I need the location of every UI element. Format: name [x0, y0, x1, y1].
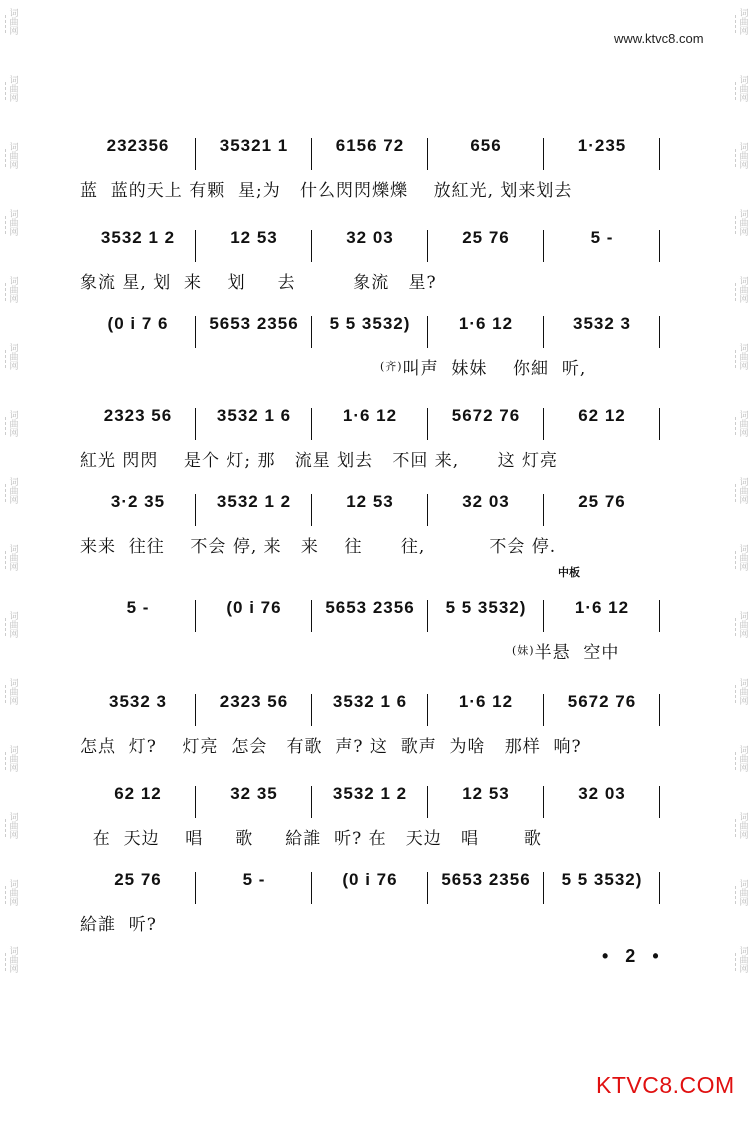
measure: 5672 76 [544, 692, 660, 712]
watermark-mark: 词曲网 [5, 276, 18, 303]
measure: 5 5 3532) [544, 870, 660, 890]
right-watermark-strip [734, 0, 748, 1131]
score-system-3 [80, 306, 660, 390]
measure: 3532 1 6 [312, 692, 428, 712]
measure: 1·6 12 [428, 692, 544, 712]
score-system-9 [80, 862, 660, 946]
lyrics-row: 給誰 听? [80, 914, 157, 935]
watermark-mark: 词曲网 [5, 745, 18, 772]
notation-row [80, 306, 660, 342]
watermark-mark: 词曲网 [735, 276, 748, 303]
watermark-mark: 词曲网 [735, 544, 748, 571]
measure: 1·6 12 [544, 598, 660, 618]
score-system-1 [80, 128, 660, 212]
measure: 6156 72 [312, 136, 428, 156]
watermark-mark: 词曲网 [5, 946, 18, 973]
measure: 5 - [80, 598, 196, 618]
watermark-mark: 词曲网 [5, 477, 18, 504]
measure: 35321 1 [196, 136, 312, 156]
lyrics-row: 象流 星, 划 来 划 去 象流 星? [80, 272, 437, 293]
measure: 1·235 [544, 136, 660, 156]
measure: 3532 3 [80, 692, 196, 712]
measure: 3532 3 [544, 314, 660, 334]
measure: 1·6 12 [428, 314, 544, 334]
watermark-mark: 词曲网 [735, 75, 748, 102]
measure: 12 53 [196, 228, 312, 248]
notation-row [80, 776, 660, 812]
watermark-mark: 词曲网 [735, 946, 748, 973]
lyrics-text: 叫声 妹妹 你細 听, [402, 358, 587, 379]
lyrics-row: 蓝 蓝的天上 有颗 星;为 什么閃閃爍爍 放紅光, 划来划去 [80, 180, 573, 201]
notation-row [80, 590, 660, 626]
lyrics-row: 在 天边 唱 歌 給誰 听? 在 天边 唱 歌 [80, 828, 542, 849]
site-url[interactable]: www.ktvc8.com [614, 31, 704, 46]
lyrics-row: 怎点 灯? 灯亮 怎会 有歌 声? 这 歌声 为啥 那样 响? [80, 736, 582, 757]
measure: 32 03 [312, 228, 428, 248]
watermark-mark: 词曲网 [5, 410, 18, 437]
watermark-mark: 词曲网 [5, 209, 18, 236]
watermark-mark: 词曲网 [5, 544, 18, 571]
measure: 25 76 [578, 492, 626, 511]
watermark-mark: 词曲网 [5, 343, 18, 370]
measure: 2323 56 [80, 406, 196, 426]
score-system-8 [80, 776, 660, 860]
measure: 232356 [80, 136, 196, 156]
watermark-mark: 词曲网 [735, 678, 748, 705]
measure: 25 76 [428, 228, 544, 248]
watermark-mark: 词曲网 [735, 8, 748, 35]
notation-row [80, 220, 660, 256]
tempo-marking: 中板 [558, 566, 580, 579]
measure: 32 03 [428, 492, 544, 512]
measure: 12 53 [428, 784, 544, 804]
notation-row [80, 862, 660, 898]
watermark-mark: 词曲网 [735, 343, 748, 370]
watermark-mark: 词曲网 [5, 75, 18, 102]
measure: 3532 1 2 [80, 228, 196, 248]
measure: 3532 1 6 [196, 406, 312, 426]
watermark-mark: 词曲网 [735, 209, 748, 236]
watermark-mark: 词曲网 [5, 611, 18, 638]
notation-row [80, 484, 660, 520]
voice-annotation: (妹) [512, 644, 535, 657]
page-number: • 2 • [602, 946, 665, 966]
measure: 5653 2356 [196, 314, 312, 334]
watermark-mark: 词曲网 [735, 812, 748, 839]
lyrics-row [80, 626, 660, 674]
score-system-6 [80, 590, 660, 674]
measure: 3·2 35 [80, 492, 196, 512]
measure: 5 - [196, 870, 312, 890]
measure: 5 5 3532) [428, 598, 544, 618]
measure: 5653 2356 [312, 598, 428, 618]
notation-row [80, 684, 660, 720]
watermark-mark: 词曲网 [5, 142, 18, 169]
measure: 3532 1 2 [196, 492, 312, 512]
measure: (0 i 76 [312, 870, 428, 890]
measure: 5 - [544, 228, 660, 248]
measure: 12 53 [312, 492, 428, 512]
measure: 5653 2356 [428, 870, 544, 890]
measure: 5672 76 [428, 406, 544, 426]
watermark-mark: 词曲网 [5, 8, 18, 35]
left-watermark-strip [4, 0, 18, 1131]
measure: 3532 1 2 [312, 784, 428, 804]
measure: 32 03 [544, 784, 660, 804]
watermark-mark: 词曲网 [5, 879, 18, 906]
notation-row [80, 128, 660, 164]
measure: 5 5 3532) [312, 314, 428, 334]
notation-row [80, 398, 660, 434]
voice-annotation: (齐) [380, 360, 403, 373]
score-system-5 [80, 484, 660, 568]
measure: 62 12 [544, 406, 660, 426]
measure: 25 76 [80, 870, 196, 890]
watermark-mark: 词曲网 [5, 678, 18, 705]
watermark-mark: 词曲网 [735, 477, 748, 504]
measure: (0 i 76 [196, 598, 312, 618]
score-system-4 [80, 398, 660, 482]
watermark-mark: 词曲网 [735, 745, 748, 772]
lyrics-row: 紅光 閃閃 是个 灯; 那 流星 划去 不回 来, 这 灯亮 [80, 450, 559, 471]
watermark-mark: 词曲网 [735, 611, 748, 638]
measure: 656 [428, 136, 544, 156]
score-system-7 [80, 684, 660, 768]
lyrics-row: 来来 往往 不会 停, 来 来 往 往, 不会 停. [80, 536, 557, 557]
measure: 32 35 [196, 784, 312, 804]
watermark-mark: 词曲网 [5, 812, 18, 839]
measure: 62 12 [80, 784, 196, 804]
lyrics-text: 半悬 空中 [534, 642, 620, 663]
lyrics-row [80, 342, 660, 390]
watermark-mark: 词曲网 [735, 410, 748, 437]
measure: 1·6 12 [312, 406, 428, 426]
watermark-mark: 词曲网 [735, 879, 748, 906]
site-logo[interactable]: KTVC8.COM [596, 1072, 735, 1098]
score-system-2 [80, 220, 660, 304]
measure: (0 i 7 6 [80, 314, 196, 334]
watermark-mark: 词曲网 [735, 142, 748, 169]
measure: 2323 56 [196, 692, 312, 712]
